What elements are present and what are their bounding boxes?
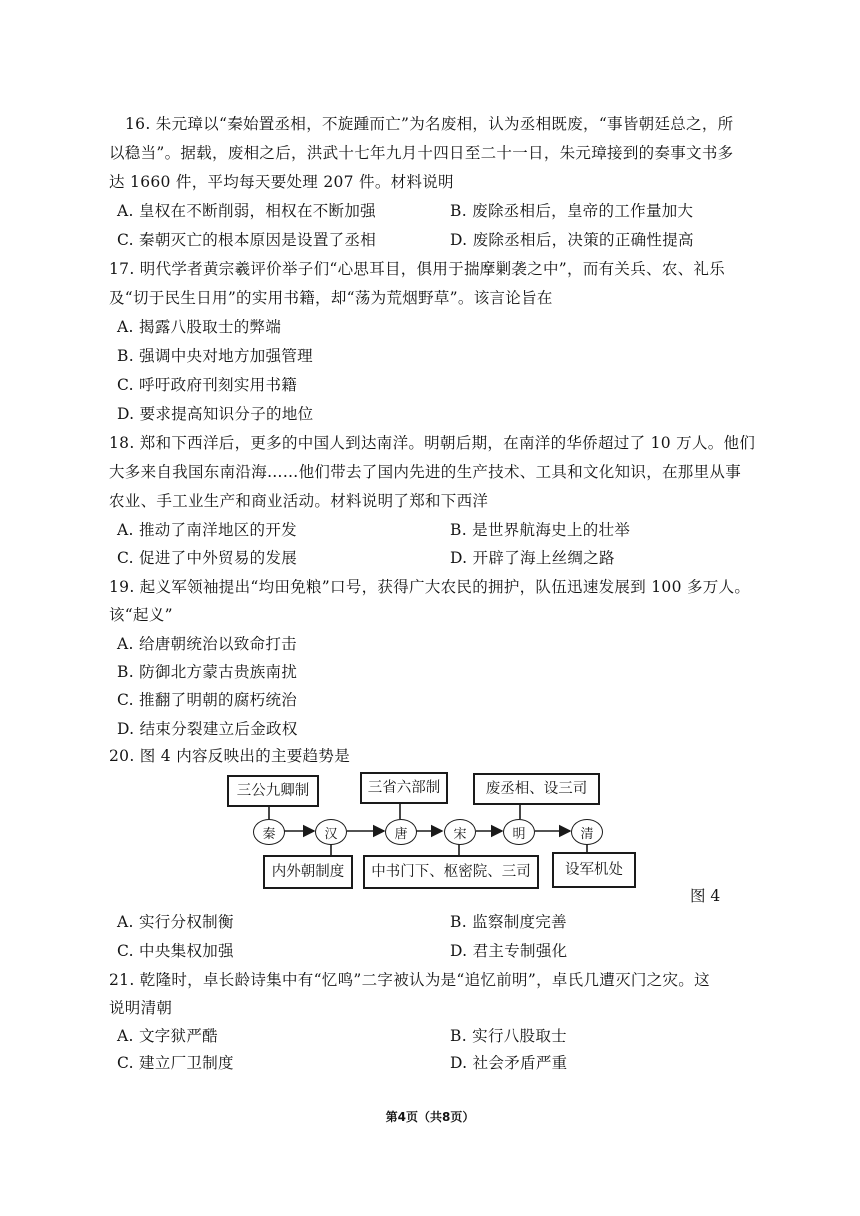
q16-stem-line-2: 以稳当”。据载，废相之后，洪武十七年九月十四日至二十一日，朱元璋接到的奏事文书多 xyxy=(109,144,734,162)
bottom-box-qing: 设军机处 xyxy=(552,852,636,888)
q20-option-b: B. 监察制度完善 xyxy=(450,913,567,931)
q19-option-a: A. 给唐朝统治以致命打击 xyxy=(117,635,297,653)
q17-option-c: C. 呼吁政府刊刻实用书籍 xyxy=(117,376,298,394)
dynasty-qing: 清 xyxy=(571,819,603,845)
q19-option-b: B. 防御北方蒙古贵族南扰 xyxy=(117,663,298,681)
q19-stem-line-2: 该“起义” xyxy=(109,606,173,624)
q18-stem-line-2: 大多来自我国东南沿海……他们带去了国内先进的生产技术、工具和文化知识，在那里从事 xyxy=(109,463,742,481)
q20-option-c: C. 中央集权加强 xyxy=(117,942,234,960)
q21-stem-line-1: 21. 乾隆时，卓长龄诗集中有“忆鸣”二字被认为是“追忆前明”，卓氏几遭灭门之灾。这 xyxy=(109,971,710,989)
figure-label: 图 4 xyxy=(690,887,721,905)
q21-option-d: D. 社会矛盾严重 xyxy=(450,1054,568,1072)
q19-option-c: C. 推翻了明朝的腐朽统治 xyxy=(117,691,298,709)
q17-option-d: D. 要求提高知识分子的地位 xyxy=(117,405,314,423)
q19-option-d: D. 结束分裂建立后金政权 xyxy=(117,720,298,738)
bottom-box-han: 内外朝制度 xyxy=(263,855,353,889)
q17-option-a: A. 揭露八股取士的弊端 xyxy=(117,318,282,336)
q21-option-a: A. 文字狱严酷 xyxy=(117,1027,218,1045)
top-box-tang: 三省六部制 xyxy=(360,772,448,804)
q18-option-b: B. 是世界航海史上的壮举 xyxy=(450,521,631,539)
q18-stem-line-1: 18. 郑和下西洋后，更多的中国人到达南洋。明朝后期，在南洋的华侨超过了 10 万人。他们 xyxy=(109,434,756,452)
q17-stem-line-2: 及“切于民生日用”的实用书籍，却“荡为荒烟野草”。该言论旨在 xyxy=(109,289,553,307)
q16-stem-line-1: 16. 朱元璋以“秦始置丞相，不旋踵而亡”为名废相，认为丞相既废，“事皆朝廷总之，所 xyxy=(125,115,734,133)
dynasty-qin: 秦 xyxy=(253,819,285,845)
q18-option-d: D. 开辟了海上丝绸之路 xyxy=(450,549,615,567)
page-footer: 第4页（共8页） xyxy=(385,1110,475,1124)
q18-stem-line-3: 农业、手工业生产和商业活动。材料说明了郑和下西洋 xyxy=(109,492,489,510)
dynasty-tang: 唐 xyxy=(385,819,417,845)
q18-option-c: C. 促进了中外贸易的发展 xyxy=(117,549,298,567)
q21-stem-line-2: 说明清朝 xyxy=(109,999,173,1017)
q19-stem-line-1: 19. 起义军领袖提出“均田免粮”口号，获得广大农民的拥护，队伍迅速发展到 100 多万人。 xyxy=(109,578,751,596)
q20-stem-line-1: 20. 图 4 内容反映出的主要趋势是 xyxy=(109,747,350,765)
top-box-qin: 三公九卿制 xyxy=(227,775,319,807)
bottom-box-song: 中书门下、枢密院、三司 xyxy=(363,855,539,889)
q20-option-d: D. 君主专制强化 xyxy=(450,942,568,960)
q18-option-a: A. 推动了南洋地区的开发 xyxy=(117,521,297,539)
q20-option-a: A. 实行分权制衡 xyxy=(117,913,234,931)
dynasty-han: 汉 xyxy=(315,819,347,845)
q16-option-b: B. 废除丞相后，皇帝的工作量加大 xyxy=(450,202,694,220)
top-box-ming: 废丞相、设三司 xyxy=(473,773,600,805)
q16-stem-line-3: 达 1660 件，平均每天要处理 207 件。材料说明 xyxy=(109,173,454,191)
q17-option-b: B. 强调中央对地方加强管理 xyxy=(117,347,313,365)
q16-option-c: C. 秦朝灭亡的根本原因是设置了丞相 xyxy=(117,231,377,249)
q17-stem-line-1: 17. 明代学者黄宗羲评价举子们“心思耳目，俱用于揣摩剿袭之中”，而有关兵、农、礼乐 xyxy=(109,260,726,278)
dynasty-song: 宋 xyxy=(444,819,476,845)
q16-option-a: A. 皇权在不断削弱，相权在不断加强 xyxy=(117,202,376,220)
q16-option-d: D. 废除丞相后，决策的正确性提高 xyxy=(450,231,694,249)
q21-option-b: B. 实行八股取士 xyxy=(450,1027,567,1045)
q21-option-c: C. 建立厂卫制度 xyxy=(117,1054,234,1072)
dynasty-ming: 明 xyxy=(503,819,535,845)
